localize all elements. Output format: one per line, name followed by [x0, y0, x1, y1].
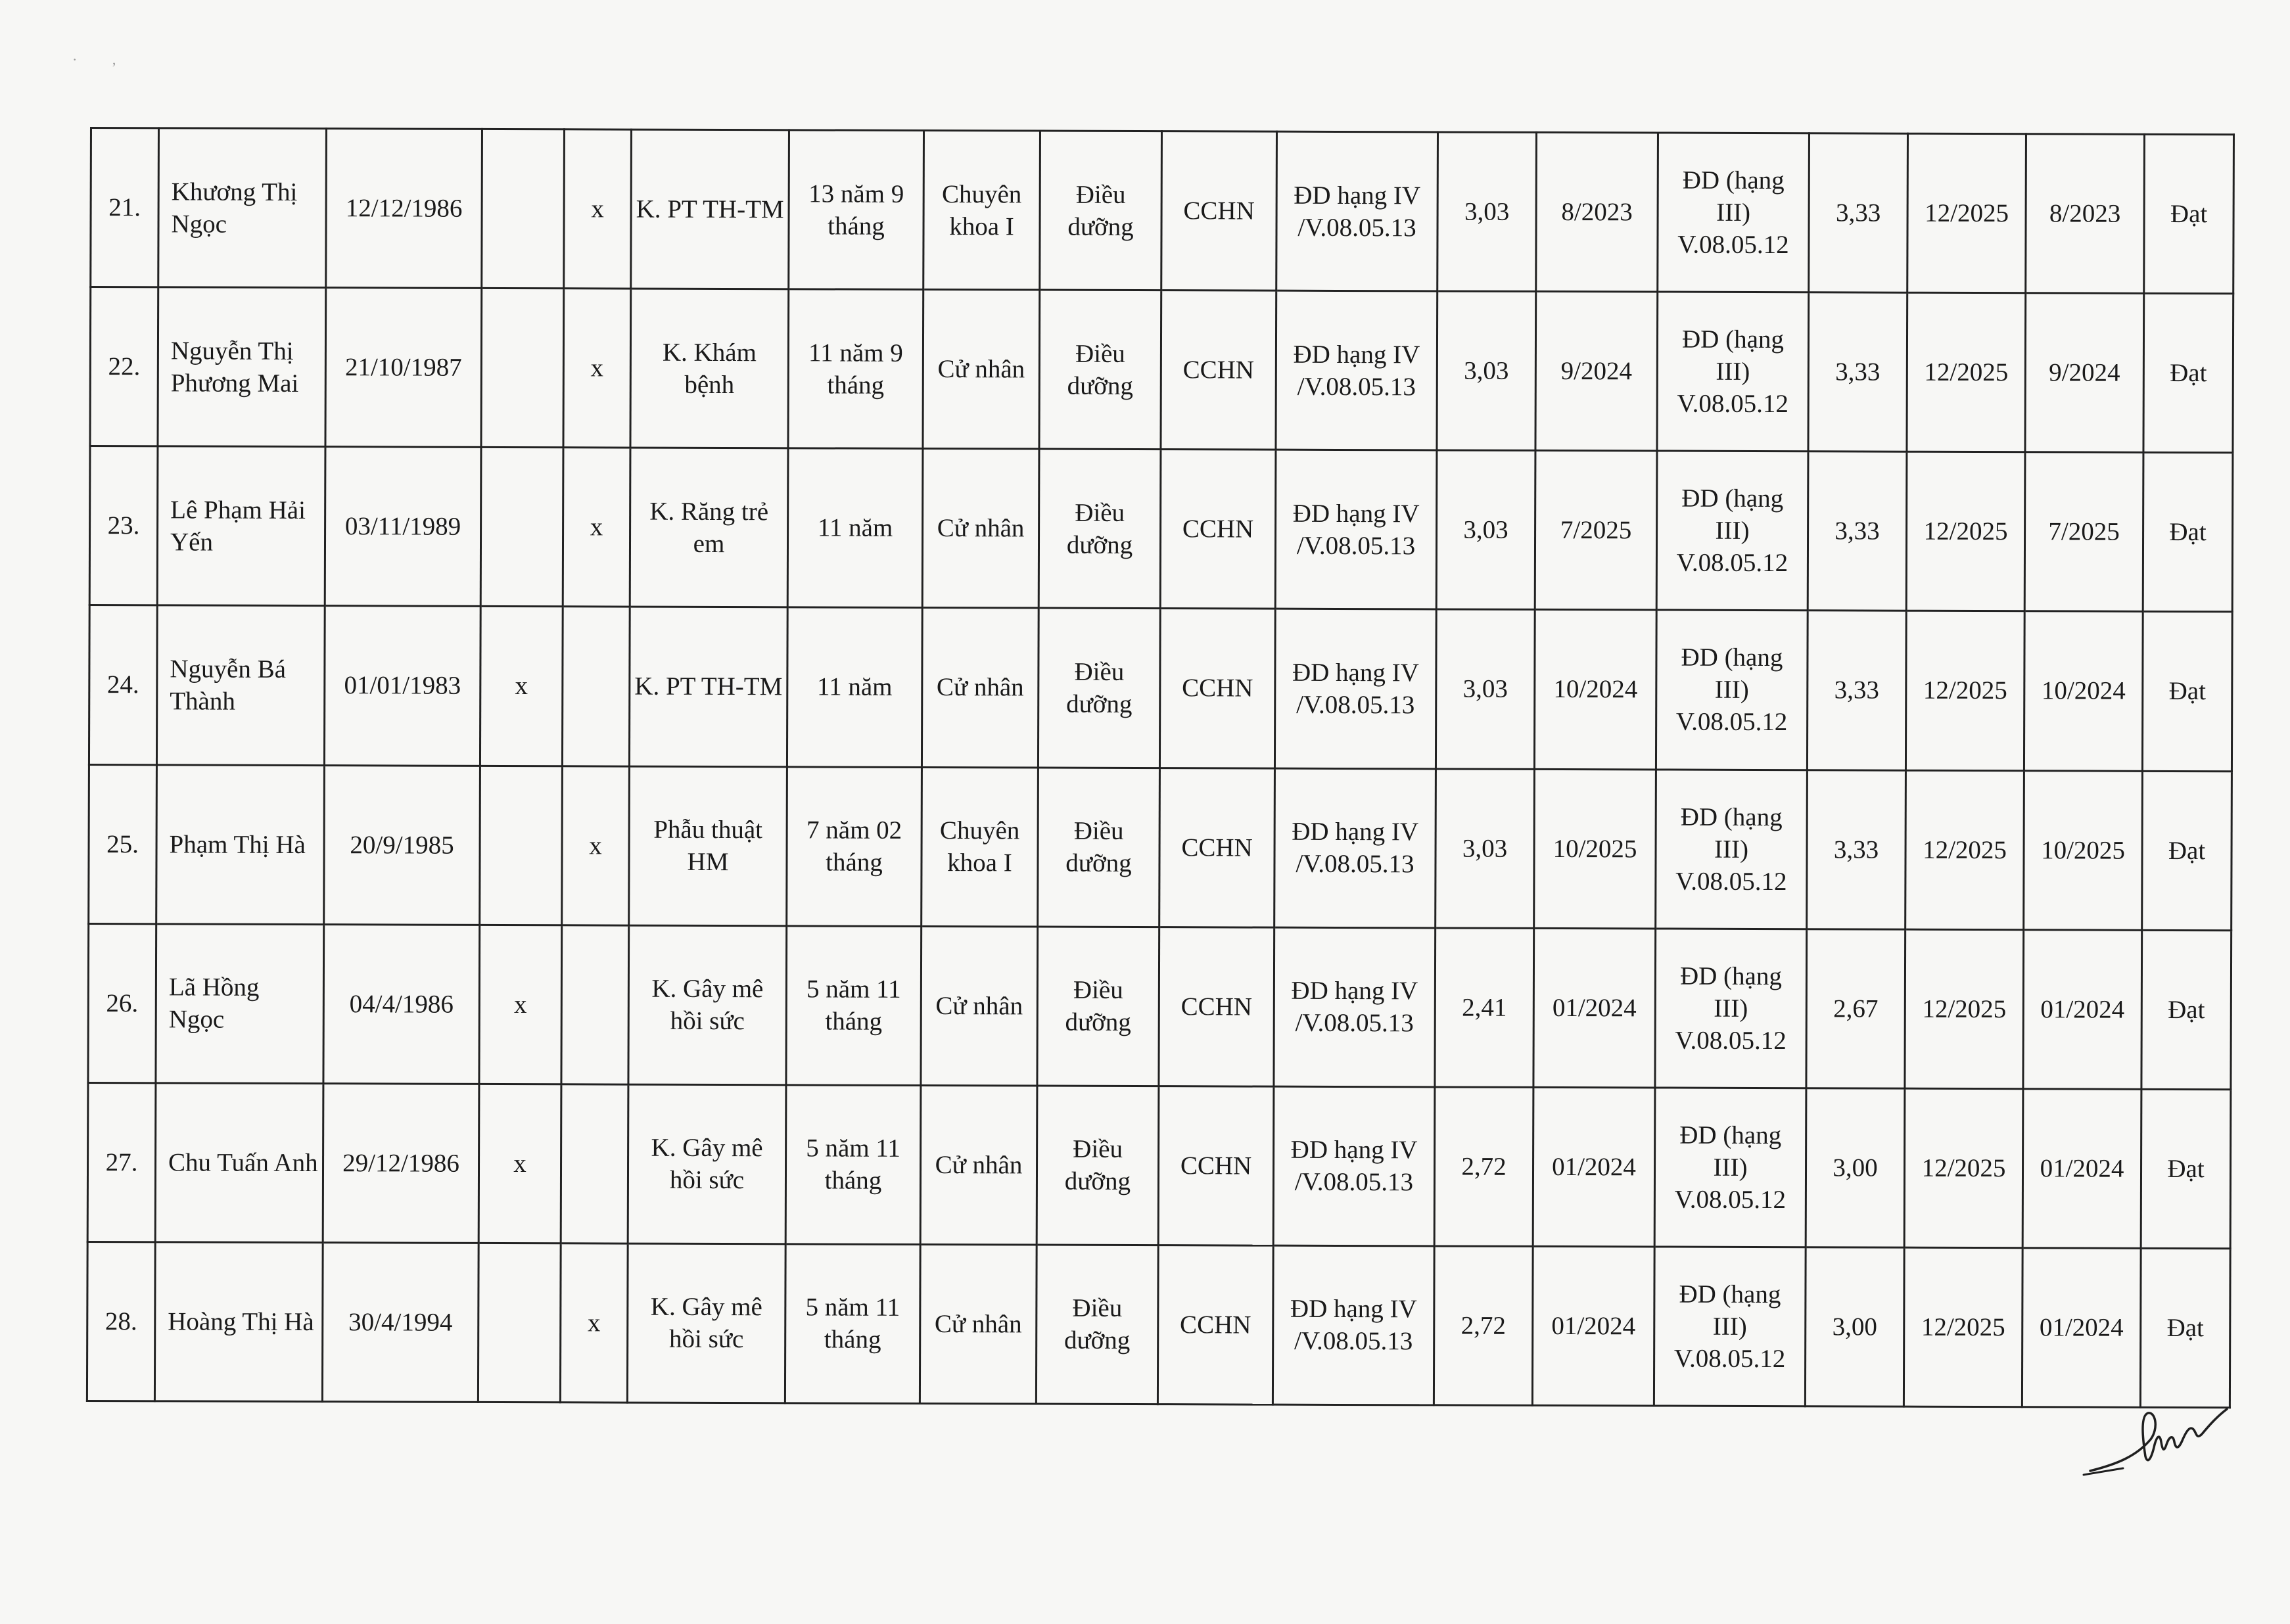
cell-education: Cử nhân	[922, 608, 1039, 768]
cell-current-rank: ĐD hạng IV /V.08.05.13	[1275, 450, 1437, 609]
cell-seniority: 7 năm 02 tháng	[787, 766, 922, 926]
cell-education: Cử nhân	[921, 926, 1038, 1086]
cell-specialty: Điều dưỡng	[1039, 449, 1161, 609]
cell-result: Đạt	[2141, 930, 2232, 1090]
cell-new-rank: ĐD (hạng III) V.08.05.12	[1656, 769, 1808, 929]
cell-specialty: Điều dưỡng	[1038, 768, 1160, 927]
cell-seniority: 5 năm 11 tháng	[786, 925, 922, 1085]
cell-current-coefficient: 3,03	[1436, 609, 1535, 769]
cell-current-coefficient: 3,03	[1437, 132, 1537, 292]
cell-new-rank: ĐD (hạng III) V.08.05.12	[1657, 292, 1809, 452]
cell-male	[480, 448, 563, 607]
cell-current-rank: ĐD hạng IV /V.08.05.13	[1274, 609, 1436, 769]
cell-result: Đạt	[2143, 293, 2233, 453]
cell-raise-date: 01/2024	[2022, 1248, 2141, 1408]
cell-education: Cử nhân	[923, 290, 1040, 450]
cell-specialty: Điều dưỡng	[1039, 290, 1161, 450]
cell-department: K. Gây mê hồi sức	[627, 1243, 785, 1403]
cell-name: Khương Thị Ngọc	[158, 128, 327, 288]
cell-name: Hoàng Thị Hà	[154, 1242, 323, 1402]
cell-name: Lê Phạm Hải Yến	[157, 446, 325, 606]
cell-new-coefficient: 2,67	[1806, 929, 1905, 1088]
table-row	[88, 923, 2232, 1089]
cell-new-coefficient: 3,33	[1807, 770, 1906, 929]
table-row	[87, 1082, 2231, 1248]
cell-department: K. Gây mê hồi sức	[628, 1084, 786, 1244]
cell-male: x	[479, 1084, 561, 1243]
cell-department: K. Gây mê hồi sức	[628, 925, 787, 1085]
cell-dob: 01/01/1983	[324, 606, 480, 766]
cell-new-date: 12/2025	[1905, 929, 2024, 1089]
cell-new-date: 12/2025	[1905, 770, 2024, 930]
cell-male	[482, 129, 565, 289]
cell-new-rank: ĐD (hạng III) V.08.05.12	[1655, 929, 1807, 1088]
cell-current-date: 7/2025	[1535, 451, 1657, 611]
cell-male	[481, 288, 564, 448]
table-row	[89, 764, 2232, 930]
cell-female: x	[564, 129, 632, 289]
cell-new-rank: ĐD (hạng III) V.08.05.12	[1656, 451, 1808, 611]
cell-female: x	[563, 448, 630, 607]
cell-no: 27.	[87, 1082, 156, 1241]
cell-female	[562, 607, 630, 766]
cell-department: K. PT TH-TM	[629, 607, 787, 766]
table-row	[87, 1241, 2230, 1407]
cell-new-date: 12/2025	[1904, 1247, 2022, 1407]
cell-current-date: 8/2023	[1536, 132, 1658, 292]
cell-current-coefficient: 2,72	[1434, 1087, 1533, 1247]
cell-no: 26.	[88, 923, 156, 1082]
signature-mark	[2077, 1393, 2235, 1479]
cell-seniority: 11 năm 9 tháng	[788, 289, 923, 449]
table-row	[91, 128, 2234, 294]
cell-current-date: 10/2024	[1534, 610, 1656, 770]
cell-certificate: CCHN	[1159, 609, 1275, 768]
cell-male	[478, 1243, 561, 1403]
cell-new-date: 12/2025	[1906, 452, 2025, 611]
cell-name: Chu Tuấn Anh	[155, 1083, 323, 1243]
cell-certificate: CCHN	[1158, 1086, 1274, 1245]
cell-raise-date: 10/2025	[2024, 770, 2143, 930]
cell-new-coefficient: 3,33	[1807, 611, 1906, 770]
table-row	[89, 605, 2232, 771]
cell-certificate: CCHN	[1161, 290, 1276, 450]
cell-result: Đạt	[2141, 1089, 2231, 1249]
cell-department: K. Khám bệnh	[630, 289, 789, 448]
table-row	[90, 287, 2233, 453]
cell-specialty: Điều dưỡng	[1037, 1086, 1159, 1245]
cell-specialty: Điều dưỡng	[1040, 131, 1162, 290]
cell-current-date: 9/2024	[1535, 292, 1658, 452]
cell-result: Đạt	[2142, 771, 2232, 931]
cell-raise-date: 01/2024	[2023, 929, 2142, 1089]
cell-new-date: 12/2025	[1907, 133, 2026, 293]
cell-female: x	[562, 766, 630, 925]
cell-current-rank: ĐD hạng IV /V.08.05.13	[1273, 1086, 1435, 1246]
cell-no: 22.	[90, 287, 158, 446]
cell-new-coefficient: 3,33	[1808, 452, 1907, 611]
cell-name: Phạm Thị Hà	[156, 764, 325, 924]
cell-seniority: 5 năm 11 tháng	[785, 1085, 921, 1245]
cell-specialty: Điều dưỡng	[1037, 927, 1159, 1086]
cell-current-coefficient: 3,03	[1436, 768, 1535, 928]
cell-new-rank: ĐD (hạng III) V.08.05.12	[1658, 133, 1810, 292]
cell-raise-date: 01/2024	[2022, 1088, 2141, 1248]
cell-dob: 21/10/1987	[325, 288, 482, 448]
cell-certificate: CCHN	[1159, 768, 1275, 927]
cell-current-rank: ĐD hạng IV /V.08.05.13	[1274, 927, 1436, 1087]
cell-specialty: Điều dưỡng	[1036, 1245, 1158, 1404]
cell-no: 28.	[87, 1241, 155, 1401]
cell-no: 25.	[89, 764, 157, 923]
cell-new-rank: ĐD (hạng III) V.08.05.12	[1656, 610, 1808, 770]
cell-no: 24.	[89, 605, 157, 764]
cell-current-coefficient: 2,41	[1435, 928, 1534, 1088]
cell-seniority: 11 năm	[787, 448, 923, 608]
cell-no: 21.	[91, 128, 159, 287]
cell-current-date: 10/2025	[1534, 769, 1656, 929]
cell-seniority: 5 năm 11 tháng	[785, 1244, 920, 1404]
cell-education: Chuyên khoa I	[923, 130, 1040, 290]
cell-current-coefficient: 3,03	[1437, 291, 1536, 451]
cell-name: Nguyễn Thị Phương Mai	[158, 287, 326, 447]
cell-education: Chuyên khoa I	[922, 767, 1039, 927]
cell-result: Đạt	[2144, 134, 2234, 294]
cell-education: Cử nhân	[920, 1085, 1037, 1245]
cell-department: K. Răng trẻ em	[630, 448, 788, 607]
cell-department: Phẫu thuật HM	[629, 766, 787, 926]
cell-dob: 12/12/1986	[326, 129, 482, 289]
cell-new-coefficient: 3,00	[1805, 1247, 1904, 1407]
cell-new-coefficient: 3,00	[1806, 1088, 1905, 1247]
cell-male	[480, 766, 563, 925]
cell-result: Đạt	[2142, 612, 2232, 772]
table-body	[87, 128, 2233, 1408]
table-row	[89, 446, 2233, 612]
cell-new-date: 12/2025	[1904, 1088, 2023, 1248]
cell-department: K. PT TH-TM	[631, 129, 789, 289]
cell-current-coefficient: 2,72	[1434, 1246, 1533, 1406]
cell-dob: 30/4/1994	[322, 1242, 479, 1402]
cell-certificate: CCHN	[1157, 1245, 1273, 1404]
cell-education: Cử nhân	[920, 1244, 1037, 1404]
cell-no: 23.	[89, 446, 158, 605]
cell-raise-date: 8/2023	[2026, 134, 2145, 294]
cell-new-coefficient: 3,33	[1808, 292, 1907, 452]
cell-raise-date: 10/2024	[2024, 611, 2143, 771]
cell-name: Lã Hồng Ngọc	[156, 923, 324, 1083]
cell-male: x	[479, 925, 562, 1084]
cell-current-date: 01/2024	[1533, 928, 1656, 1088]
scan-specks: · ,	[72, 51, 132, 68]
cell-certificate: CCHN	[1161, 131, 1277, 291]
cell-new-date: 12/2025	[1905, 611, 2024, 771]
cell-raise-date: 7/2025	[2024, 452, 2143, 612]
cell-current-rank: ĐD hạng IV /V.08.05.13	[1273, 1245, 1434, 1405]
cell-female	[561, 1084, 628, 1243]
cell-seniority: 13 năm 9 tháng	[789, 130, 924, 290]
cell-result: Đạt	[2143, 453, 2233, 613]
cell-female: x	[563, 289, 631, 448]
cell-new-rank: ĐD (hạng III) V.08.05.12	[1654, 1088, 1806, 1247]
cell-current-coefficient: 3,03	[1436, 450, 1535, 610]
staff-promotion-table	[86, 127, 2235, 1408]
cell-new-date: 12/2025	[1907, 292, 2026, 452]
cell-female: x	[560, 1243, 628, 1403]
cell-education: Cử nhân	[922, 449, 1039, 609]
cell-female	[561, 925, 629, 1084]
cell-raise-date: 9/2024	[2025, 293, 2144, 453]
cell-current-rank: ĐD hạng IV /V.08.05.13	[1274, 768, 1436, 928]
cell-current-rank: ĐD hạng IV /V.08.05.13	[1276, 290, 1437, 450]
cell-result: Đạt	[2140, 1248, 2230, 1408]
cell-male: x	[480, 607, 563, 766]
cell-certificate: CCHN	[1160, 450, 1276, 609]
cell-new-rank: ĐD (hạng III) V.08.05.12	[1654, 1247, 1806, 1406]
cell-dob: 03/11/1989	[325, 447, 481, 607]
cell-new-coefficient: 3,33	[1809, 133, 1908, 293]
cell-current-date: 01/2024	[1532, 1246, 1654, 1406]
cell-dob: 29/12/1986	[323, 1083, 479, 1243]
cell-name: Nguyễn Bá Thành	[156, 605, 325, 765]
cell-current-rank: ĐD hạng IV /V.08.05.13	[1276, 131, 1438, 291]
cell-certificate: CCHN	[1159, 927, 1274, 1086]
cell-specialty: Điều dưỡng	[1038, 608, 1160, 768]
cell-seniority: 11 năm	[787, 607, 922, 767]
cell-dob: 04/4/1986	[323, 924, 480, 1084]
cell-current-date: 01/2024	[1533, 1087, 1655, 1247]
cell-dob: 20/9/1985	[324, 765, 480, 925]
